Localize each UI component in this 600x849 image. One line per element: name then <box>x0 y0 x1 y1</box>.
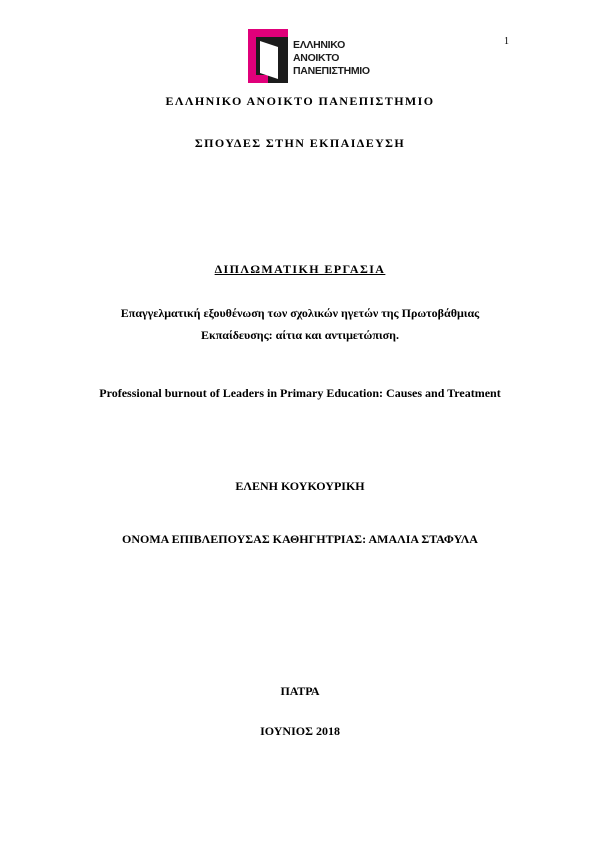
city: ΠΑΤΡΑ <box>280 684 320 698</box>
logo-line-1: ΕΛΛΗΝΙΚΟ <box>293 39 345 51</box>
thesis-title-greek-line-2: Εκπαίδευσης: αίτια και αντιμετώπιση. <box>201 328 399 342</box>
thesis-title-english: Professional burnout of Leaders in Primary Education: Causes and Treatment <box>99 386 501 400</box>
university-logo <box>248 29 378 83</box>
program-name: ΣΠΟΥΔΕΣ ΣΤΗΝ ΕΚΠΑΙΔΕΥΣΗ <box>194 136 406 150</box>
logo-line-3: ΠΑΝΕΠΙΣΤΗΜΙΟ <box>293 65 370 77</box>
author-name: ΕΛΕΝΗ ΚΟΥΚΟΥΡΙΚΗ <box>235 479 365 493</box>
thesis-title-greek-line-1: Επαγγελματική εξουθένωση των σχολικών ηγετών της Πρωτοβάθμιας <box>120 306 480 320</box>
page-number: 1 <box>504 36 509 47</box>
document-type: ΔΙΠΛΩΜΑΤΙΚΗ ΕΡΓΑΣΙΑ <box>214 262 386 276</box>
thesis-title-greek <box>0 302 600 346</box>
university-name: ΕΛΛΗΝΙΚΟ ΑΝΟΙΚΤΟ ΠΑΝΕΠΙΣΤΗΜΙΟ <box>165 94 435 108</box>
date: ΙΟΥΝΙΟΣ 2018 <box>260 724 340 738</box>
logo-wordmark <box>293 39 370 78</box>
logo-mark-icon <box>248 29 292 83</box>
logo-line-2: ΑΝΟΙΚΤΟ <box>293 52 340 64</box>
supervisor-line: ΟΝΟΜΑ ΕΠΙΒΛΕΠΟΥΣΑΣ ΚΑΘΗΓΗΤΡΙΑΣ: ΑΜΑΛΙΑ ΣΤΑΦΥΛΑ <box>122 532 478 546</box>
